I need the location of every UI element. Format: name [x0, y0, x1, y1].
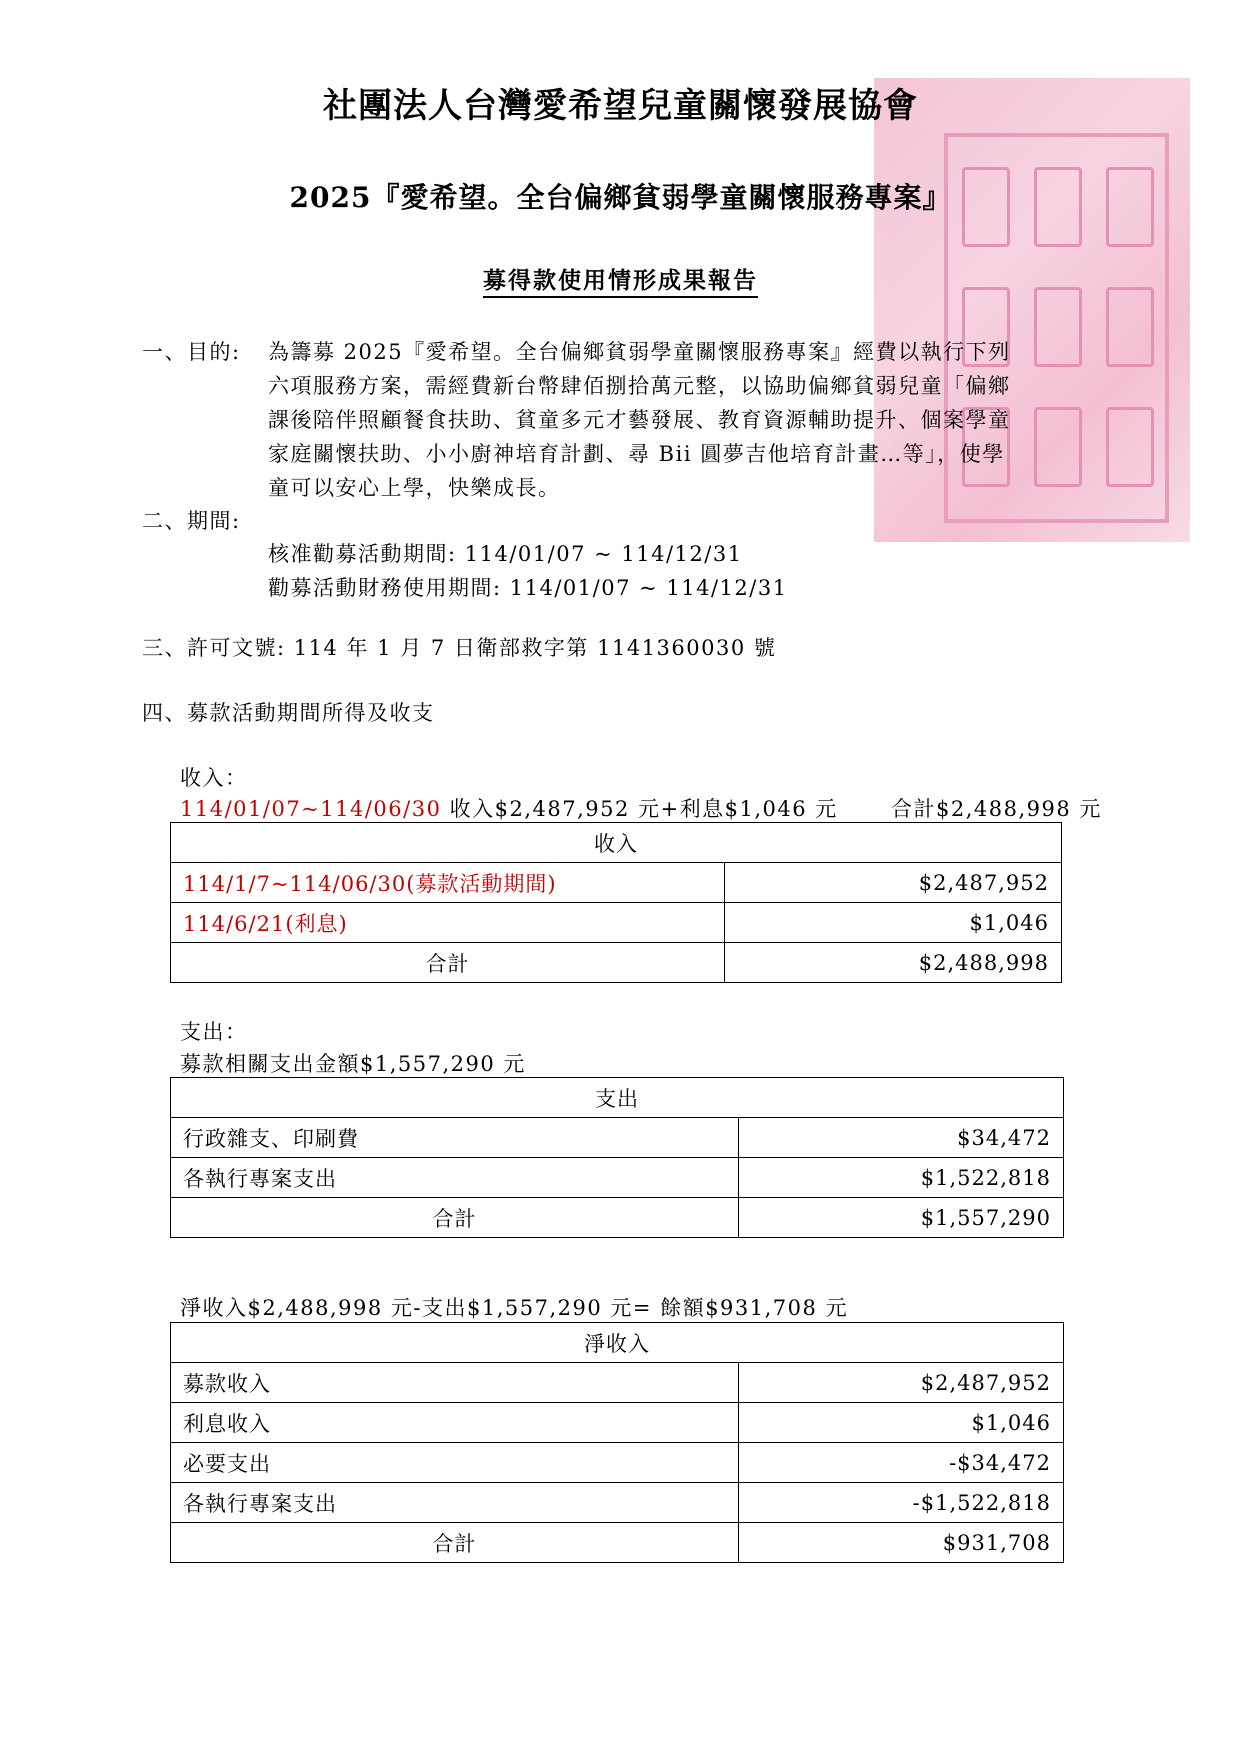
table-row [171, 1403, 1064, 1443]
expense-summary: 募款相關支出金額$1,557,290 元 [180, 1052, 526, 1076]
income-table [170, 822, 1062, 983]
net-table-header: 淨收入 [171, 1323, 1064, 1363]
expense-row-label: 行政雜支、印刷費 [171, 1118, 739, 1158]
permit-number: 三、許可文號: 114 年 1 月 7 日衛部救字第 1141360030 號 [142, 636, 777, 660]
table-row [171, 1443, 1064, 1483]
income-row-label: 114/6/21(利息) [171, 903, 725, 943]
financial-period: 勸募活動財務使用期間: 114/01/07 ~ 114/12/31 [268, 576, 788, 600]
net-row-value: -$34,472 [739, 1443, 1064, 1483]
net-row-value: $1,046 [739, 1403, 1064, 1443]
expense-label: 支出： [180, 1020, 248, 1044]
section1-line: 為籌募 2025『愛希望。全台偏鄉貧弱學童關懷服務專案』經費以執行下列 [268, 340, 1011, 364]
income-summary-period: 114/01/07~114/06/30 [180, 797, 442, 821]
net-total-label: 合計 [171, 1523, 739, 1563]
table-row [171, 1363, 1064, 1403]
income-summary-amounts: 收入$2,487,952 元+利息$1,046 元 合計$2,488,998 元 [441, 797, 1102, 821]
income-label: 收入： [180, 766, 248, 790]
income-summary [180, 793, 1102, 823]
table-row [171, 863, 1062, 903]
report-title [0, 262, 1241, 295]
net-summary: 淨收入$2,488,998 元-支出$1,557,290 元= 餘額$931,708 元 [180, 1296, 849, 1320]
table-row [171, 1118, 1064, 1158]
section1-line: 課後陪伴照顧餐食扶助、貧童多元才藝發展、教育資源輔助提升、個案學童 [268, 408, 1011, 432]
expense-table-header: 支出 [171, 1078, 1064, 1118]
net-row-value: -$1,522,818 [739, 1483, 1064, 1523]
net-income-table [170, 1322, 1064, 1563]
table-row [171, 1158, 1064, 1198]
expense-row-label: 各執行專案支出 [171, 1158, 739, 1198]
section1-label: 一、目的: [142, 340, 241, 364]
income-table-header: 收入 [171, 823, 1062, 863]
expense-total-value: $1,557,290 [739, 1198, 1064, 1238]
section1-line: 家庭關懷扶助、小小廚神培育計劃、尋 Bii 圓夢吉他培育計畫…等」，使學 [268, 442, 1005, 466]
table-row [171, 943, 1062, 983]
expense-total-label: 合計 [171, 1198, 739, 1238]
table-row [171, 1483, 1064, 1523]
table-row [171, 903, 1062, 943]
expense-table [170, 1077, 1064, 1238]
table-row [171, 1523, 1064, 1563]
income-row-label: 114/1/7~114/06/30(募款活動期間) [171, 863, 725, 903]
net-row-label: 各執行專案支出 [171, 1483, 739, 1523]
income-row-value: $2,487,952 [725, 863, 1062, 903]
section2-label: 二、期間: [142, 509, 241, 533]
section4-heading: 四、募款活動期間所得及收支 [142, 701, 435, 725]
net-row-value: $2,487,952 [739, 1363, 1064, 1403]
table-row [171, 1198, 1064, 1238]
net-row-label: 利息收入 [171, 1403, 739, 1443]
net-row-label: 募款收入 [171, 1363, 739, 1403]
section1-line: 童可以安心上學，快樂成長。 [268, 476, 561, 500]
organization-seal-stamp [874, 78, 1190, 542]
net-total-value: $931,708 [739, 1523, 1064, 1563]
expense-row-value: $34,472 [739, 1118, 1064, 1158]
section1-line: 六項服務方案，需經費新台幣肆佰捌拾萬元整，以協助偏鄉貧弱兒童「偏鄉 [268, 374, 1011, 398]
project-subtitle: 2025『愛希望。全台偏鄉貧弱學童關懷服務專案』 [289, 181, 952, 214]
expense-row-value: $1,522,818 [739, 1158, 1064, 1198]
approved-period: 核准勸募活動期間: 114/01/07 ~ 114/12/31 [268, 542, 743, 566]
report-title-text: 募得款使用情形成果報告 [483, 267, 758, 298]
income-total-value: $2,488,998 [725, 943, 1062, 983]
net-row-label: 必要支出 [171, 1443, 739, 1483]
income-total-label: 合計 [171, 943, 725, 983]
document-title: 社團法人台灣愛希望兒童關懷發展協會 [323, 86, 918, 126]
income-row-value: $1,046 [725, 903, 1062, 943]
